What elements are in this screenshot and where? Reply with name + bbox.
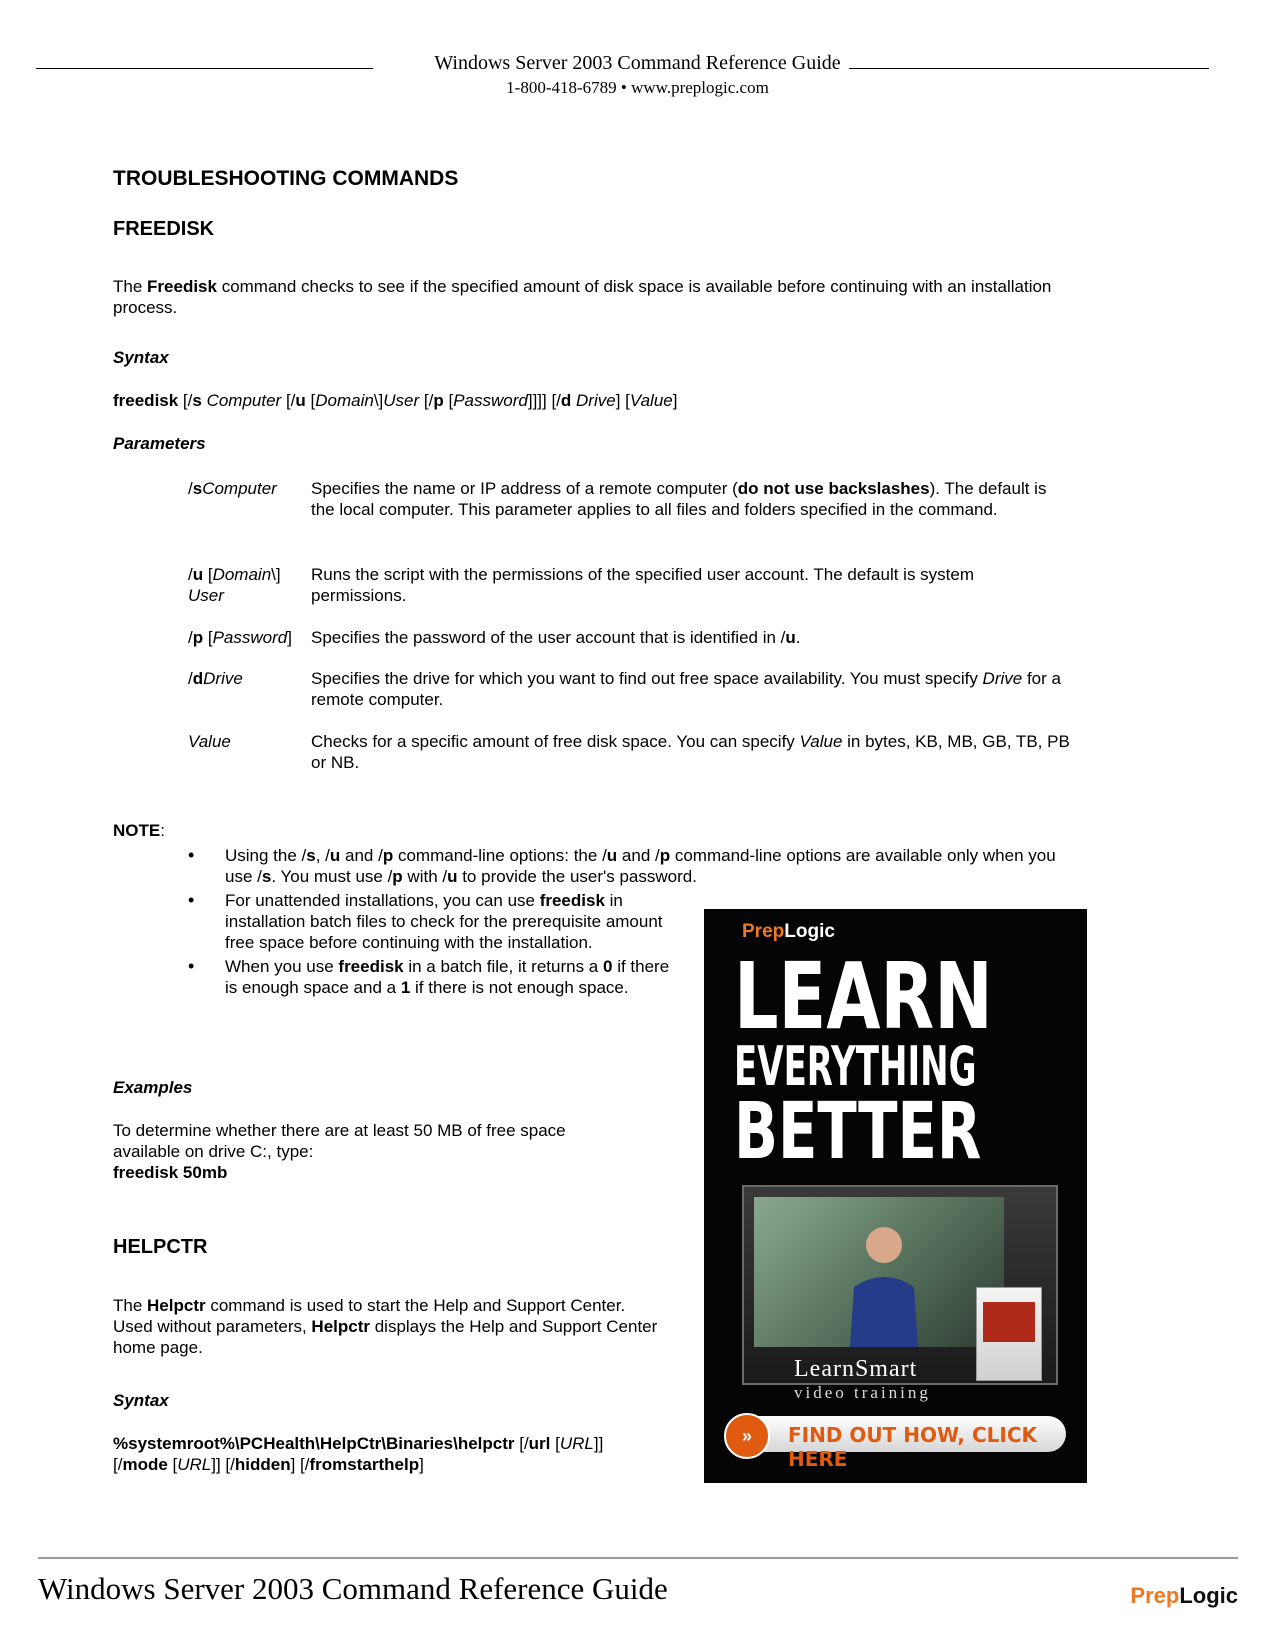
param-desc-value: Checks for a specific amount of free disk space. You can specify Value in bytes, KB, MB, GB, TB, PB or NB. — [311, 732, 1070, 772]
note-item: • Using the /s, /u and /p command-line options: the /u and /p command-line options are available only when you use /s. You must use /p with /u to provide the user's password. — [188, 845, 1068, 887]
header-contact: 1-800-418-6789 • www.preplogic.com — [506, 78, 769, 97]
fast-forward-icon: » — [724, 1413, 770, 1459]
footer-title: Windows Server 2003 Command Reference Guide — [38, 1571, 668, 1606]
helpctr-heading: HELPCTR — [113, 1236, 208, 1258]
param-desc-user: Runs the script with the permissions of the specified user account. The default is system permissions. — [311, 565, 974, 605]
param-name-value: Value — [188, 732, 231, 751]
freedisk-syntax-label: Syntax — [113, 348, 169, 367]
ad-brand-logo: PrepLogic — [742, 921, 835, 942]
param-name-user: /u [Domain\] User — [188, 565, 281, 605]
param-name-password: /p [Password] — [188, 628, 292, 647]
note-item: • For unattended installations, you can use freedisk in installation batch files to check for the prerequisite amount free space before continuing with the installation. — [188, 890, 673, 953]
footer-brand-logo: PrepLogic — [1130, 1583, 1238, 1608]
ad-headline-everything: EVERYTHING — [734, 1035, 977, 1098]
examples-label: Examples — [113, 1078, 193, 1097]
learnsmart-ad-banner[interactable] — [704, 909, 1087, 1483]
ad-product-subtitle: video training — [794, 1383, 931, 1402]
example-command: freedisk 50mb — [113, 1163, 228, 1182]
param-desc-computer: Specifies the name or IP address of a remote computer (do not use backslashes). The default is the local computer. This parameter applies to all files and folders specified in the command. — [311, 479, 1047, 519]
ad-headline-better: BETTER — [734, 1087, 982, 1177]
presenter-image — [844, 1217, 924, 1347]
helpctr-intro: The Helpctr command is used to start the Help and Support Center. Used without parameters, Helpctr displays the Help and Support Center home page. — [113, 1296, 658, 1357]
param-name-computer: /sComputer — [188, 479, 277, 498]
example-text: To determine whether there are at least 50 MB of free space available on drive C:, type: — [113, 1121, 566, 1161]
freedisk-heading: FREEDISK — [113, 218, 215, 240]
header-title: Windows Server 2003 Command Reference Guide — [0, 52, 1275, 75]
param-desc-drive: Specifies the drive for which you want to find out free space availability. You must specify Drive for a remote computer. — [311, 669, 1061, 709]
ad-video-screen — [754, 1197, 1004, 1347]
helpctr-syntax-label: Syntax — [113, 1391, 169, 1410]
freedisk-parameters-label: Parameters — [113, 434, 206, 453]
freedisk-syntax: freedisk [/s Computer [/u [Domain\]User [/p [Password]]]] [/d Drive] [Value] — [113, 391, 678, 410]
note-item: • When you use freedisk in a batch file, it returns a 0 if there is enough space and a 1 if there is not enough space. — [188, 956, 673, 998]
ad-video-thumbnail — [742, 1185, 1058, 1385]
ad-product-box — [976, 1287, 1042, 1381]
ad-cta-button[interactable] — [726, 1416, 1066, 1471]
helpctr-syntax: %systemroot%\PCHealth\HelpCtr\Binaries\helpctr [/url [URL]] [/mode [URL]] [/hidden] [/fromstarthelp] — [113, 1434, 604, 1474]
ad-headline-learn: LEARN — [734, 943, 993, 1050]
param-name-drive: /dDrive — [188, 669, 243, 688]
param-desc-password: Specifies the password of the user account that is identified in /u. — [311, 628, 801, 647]
ad-product-name: LearnSmart — [794, 1356, 918, 1382]
section-title: TROUBLESHOOTING COMMANDS — [113, 167, 459, 190]
ad-cta-label: FIND OUT HOW, CLICK HERE — [788, 1423, 1038, 1471]
note-label: NOTE: — [113, 821, 165, 840]
freedisk-intro: The Freedisk command checks to see if the specified amount of disk space is available before continuing with an installation process. — [113, 277, 1052, 317]
footer-rule — [38, 1557, 1238, 1559]
